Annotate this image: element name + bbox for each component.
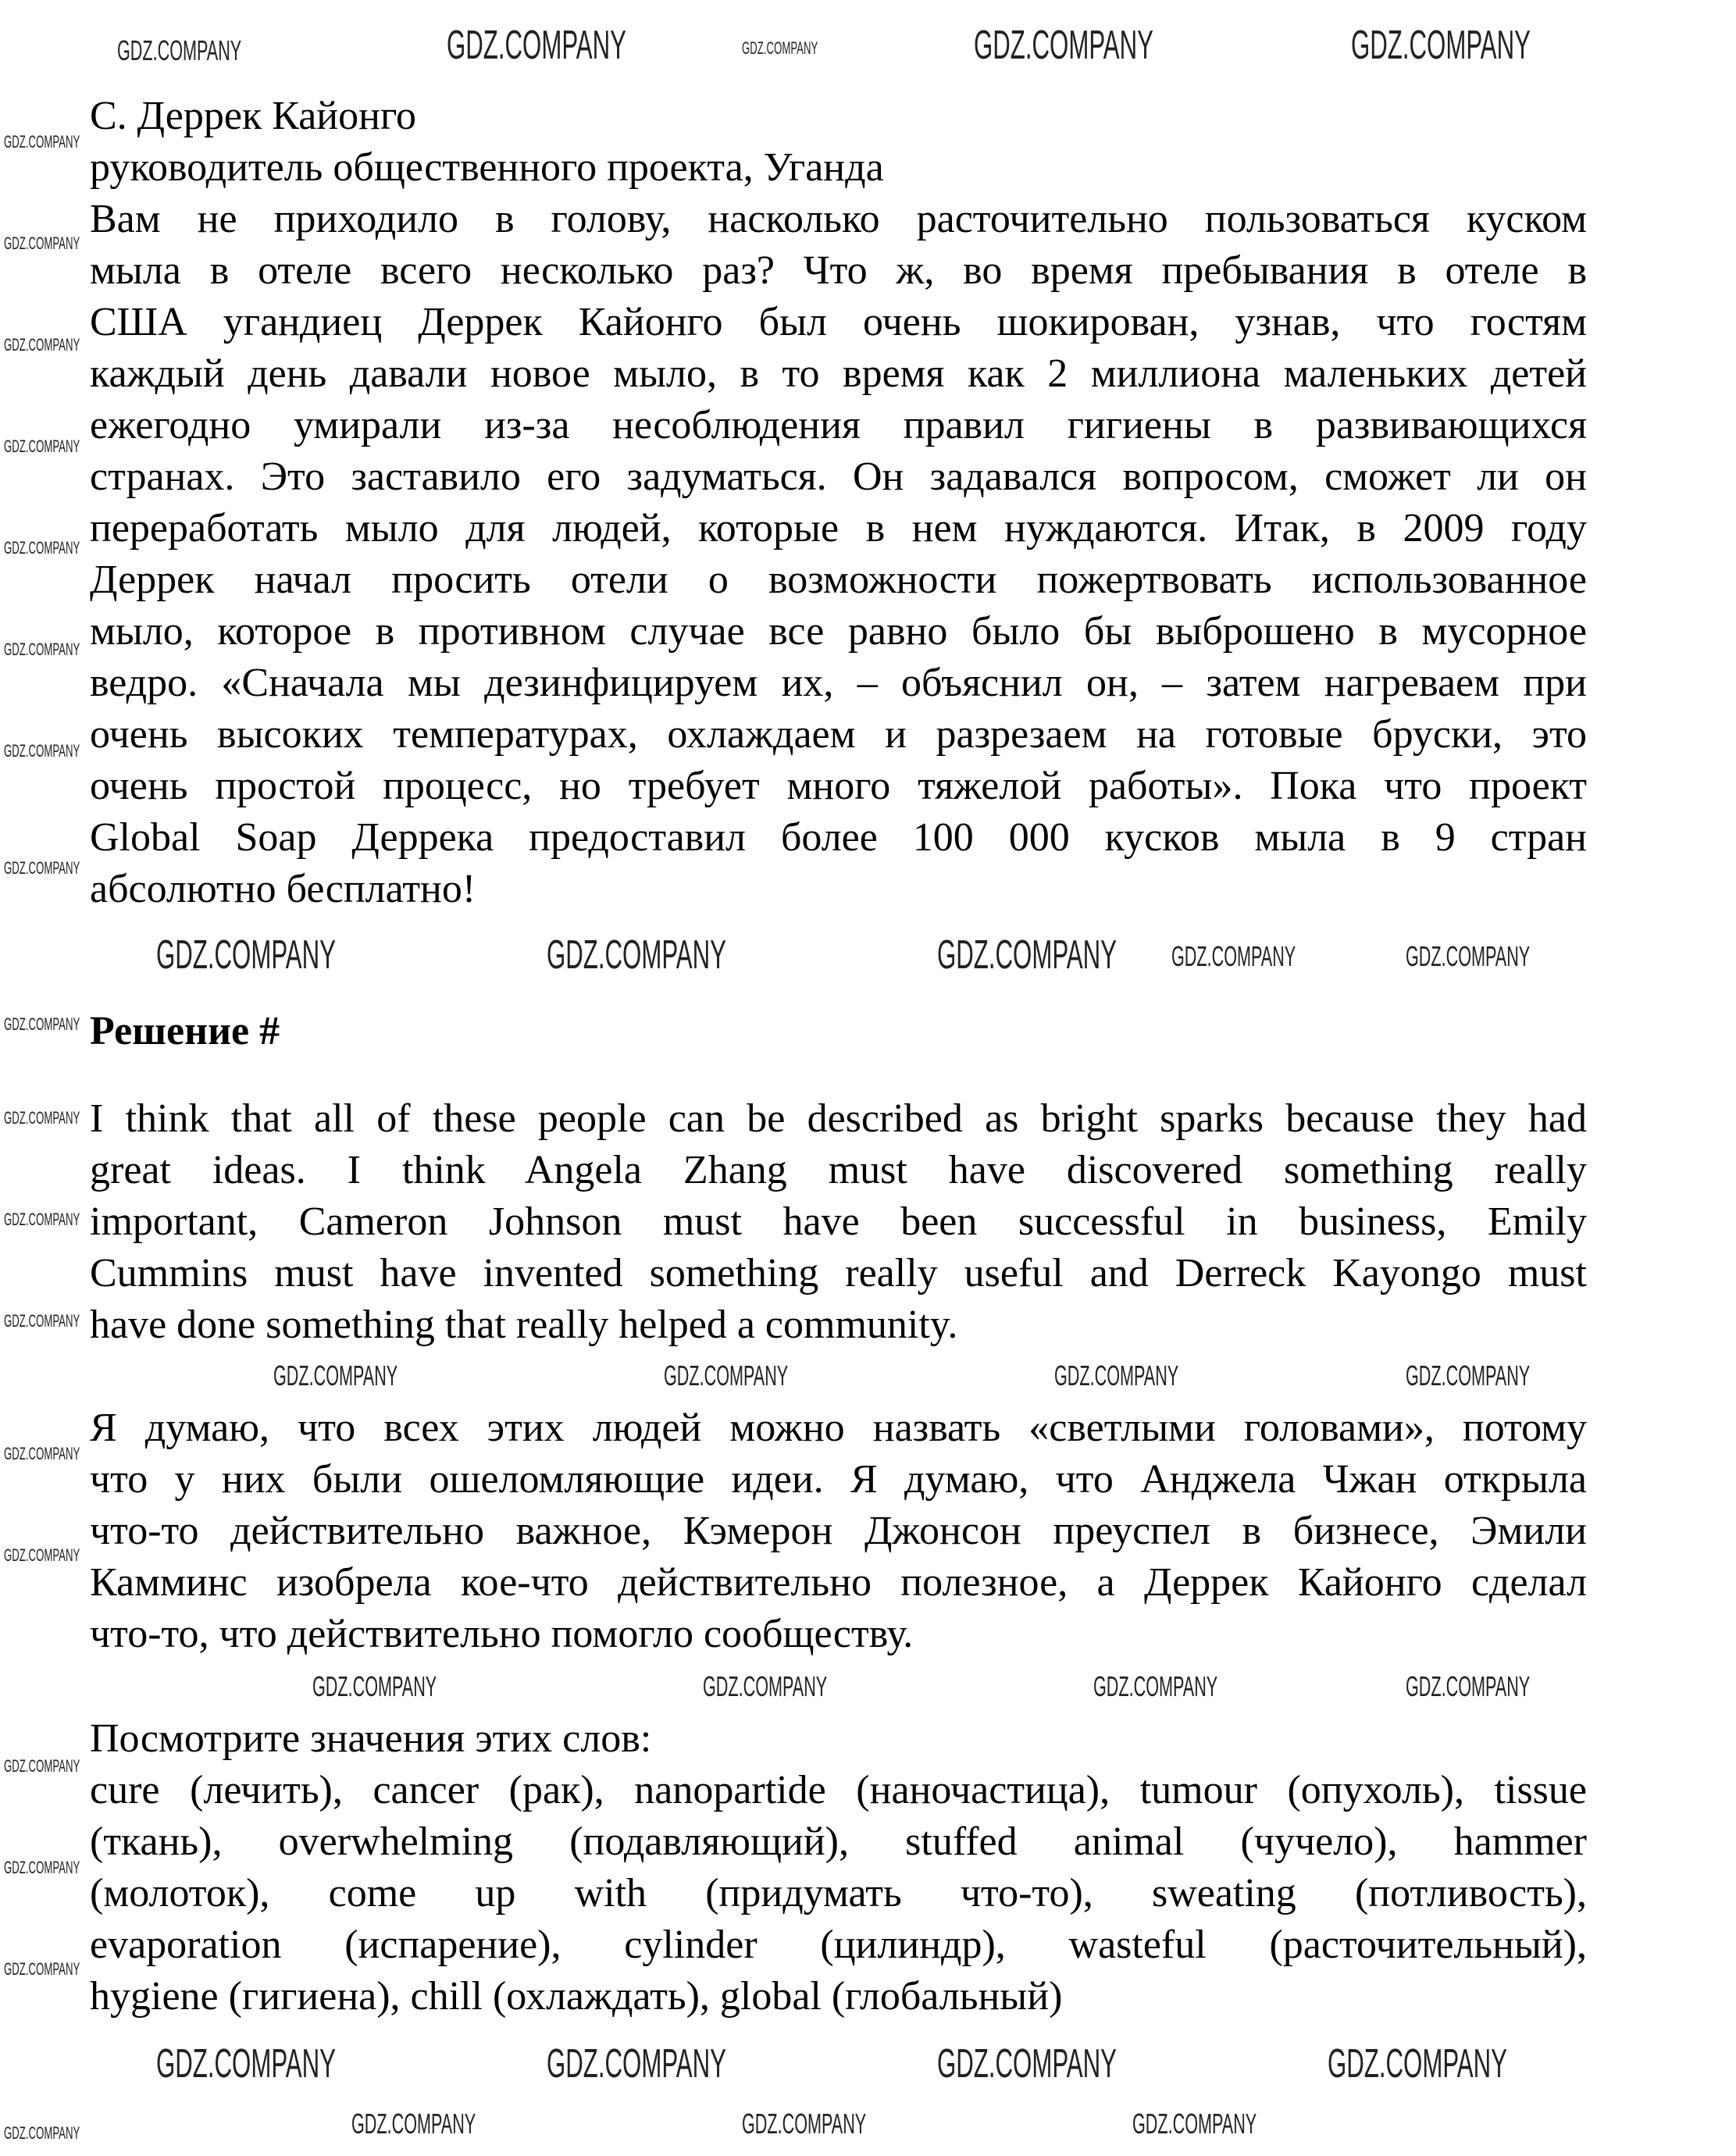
watermark: GDZ.COMPANY [273,1360,398,1392]
answer-line: important, Cameron Johnson must have been successful in business, Emily [90,1199,1587,1244]
watermark: GDZ.COMPANY [1093,1670,1218,1702]
translation-line: Я думаю, что всех этих людей можно назвать «светлыми головами», потому [90,1406,1587,1450]
watermark: GDZ.COMPANY [742,2108,867,2140]
story-line: переработать мыло для людей, которые в нем нуждаются. Итак, в 2009 году [90,506,1587,551]
watermark: GDZ.COMPANY [4,538,80,558]
watermark: GDZ.COMPANY [4,335,80,355]
english-answer [90,1093,1587,1351]
vocabulary-line: cure (лечить), cancer (рак), nanopartide (наночастица), tumour (опухоль), tissue [90,1768,1587,1812]
watermark: GDZ.COMPANY [742,38,818,58]
watermark: GDZ.COMPANY [4,640,80,659]
answer-line: Cummins must have invented something really useful and Derreck Kayongo must [90,1251,1587,1295]
vocabulary-line: (молоток), come up with (придумать что-то), sweating (потливость), [90,1871,1587,1915]
story-line: ведро. «Сначала мы дезинфицируем их, – объяснил он, – затем нагреваем при [90,661,1587,705]
answer-line: have done something that really helped a community. [90,1303,958,1347]
watermark: GDZ.COMPANY [4,1959,80,1979]
watermark: GDZ.COMPANY [156,932,336,978]
watermark: GDZ.COMPANY [351,2108,476,2140]
story-line: Global Soap Деррека предоставил более 100 000 кусков мыла в 9 стран [90,815,1587,860]
answer-line: great ideas. I think Angela Zhang must have discovered something really [90,1148,1587,1192]
watermark: GDZ.COMPANY [547,2041,726,2087]
story-line: мыло, которое в противном случае все равно было бы выброшено в мусорное [90,609,1587,654]
watermark: GDZ.COMPANY [1406,1360,1531,1392]
watermark: GDZ.COMPANY [312,1670,437,1702]
watermark: GDZ.COMPANY [1406,940,1531,972]
story-line: очень высоких температурах, охлаждаем и разрезаем на готовые бруски, это [90,712,1587,757]
watermark: GDZ.COMPANY [4,437,80,456]
watermark: GDZ.COMPANY [1328,2041,1507,2087]
watermark: GDZ.COMPANY [117,34,242,66]
watermark: GDZ.COMPANY [4,1858,80,1877]
translation-line: что у них были ошеломляющие идеи. Я думаю, что Анджела Чжан открыла [90,1457,1587,1502]
watermark: GDZ.COMPANY [664,1360,789,1392]
watermark: GDZ.COMPANY [1054,1360,1179,1392]
watermark: GDZ.COMPANY [4,2123,80,2143]
watermark: GDZ.COMPANY [1351,23,1531,68]
vocabulary-line: (ткань), overwhelming (подавляющий), stuffed animal (чучело), hammer [90,1819,1587,1864]
watermark: GDZ.COMPANY [156,2041,336,2087]
story-author-role: руководитель общественного проекта, Уганда [90,145,884,190]
vocabulary-line: hygiene (гигиена), chill (охлаждать), global (глобальный) [90,1974,1063,2019]
story-author: С. Деррек Кайонго [90,94,416,138]
russian-translation [90,1402,1587,1660]
watermark: GDZ.COMPANY [1171,940,1296,972]
watermark: GDZ.COMPANY [447,23,626,68]
story-line: Деррек начал просить отели о возможности пожертвовать использованное [90,558,1587,602]
watermark: GDZ.COMPANY [4,1545,80,1565]
watermark: GDZ.COMPANY [4,233,80,253]
translation-line: что-то действительно важное, Кэмерон Джонсон преуспел в бизнесе, Эмили [90,1509,1587,1553]
vocabulary-section [90,1713,1587,2022]
watermark: GDZ.COMPANY [4,741,80,761]
watermark: GDZ.COMPANY [937,932,1117,978]
watermark: GDZ.COMPANY [4,1444,80,1463]
story-section [90,91,1587,915]
story-line: странах. Это заставило его задуматься. Он задавался вопросом, сможет ли он [90,454,1587,499]
watermark: GDZ.COMPANY [1132,2108,1257,2140]
watermark: GDZ.COMPANY [4,1108,80,1128]
watermark: GDZ.COMPANY [547,932,726,978]
watermark: GDZ.COMPANY [703,1670,828,1702]
watermark: GDZ.COMPANY [1406,1670,1531,1702]
story-line: каждый день давали новое мыло, в то время как 2 миллиона маленьких детей [90,351,1587,396]
answer-line: I think that all of these people can be described as bright sparks because they had [90,1096,1587,1141]
watermark: GDZ.COMPANY [974,23,1153,68]
story-line: очень простой процесс, но требует много тяжелой работы». Пока что проект [90,764,1587,808]
story-line: мыла в отеле всего несколько раз? Что ж, во время пребывания в отеле в [90,248,1587,293]
translation-line: Камминс изобрела кое-что действительно полезное, а Деррек Кайонго сделал [90,1560,1587,1605]
watermark: GDZ.COMPANY [4,858,80,878]
solution-heading: Решение # [90,1009,280,1053]
story-line: США угандиец Деррек Кайонго был очень шокирован, узнав, что гостям [90,300,1587,344]
story-line: Вам не приходило в голову, насколько расточительно пользоваться куском [90,197,1587,241]
vocabulary-intro: Посмотрите значения этих слов: [90,1716,652,1761]
story-line: ежегодно умирали из-за несоблюдения правил гигиены в развивающихся [90,403,1587,447]
watermark: GDZ.COMPANY [4,1210,80,1229]
story-line: абсолютно бесплатно! [90,867,476,911]
vocabulary-line: evaporation (испарение), cylinder (цилиндр), wasteful (расточительный), [90,1923,1587,1967]
watermark: GDZ.COMPANY [4,1014,80,1034]
watermark: GDZ.COMPANY [4,1311,80,1331]
watermark: GDZ.COMPANY [4,132,80,151]
watermark: GDZ.COMPANY [937,2041,1117,2087]
translation-line: что-то, что действительно помогло сообществу. [90,1612,914,1656]
watermark: GDZ.COMPANY [4,1756,80,1776]
